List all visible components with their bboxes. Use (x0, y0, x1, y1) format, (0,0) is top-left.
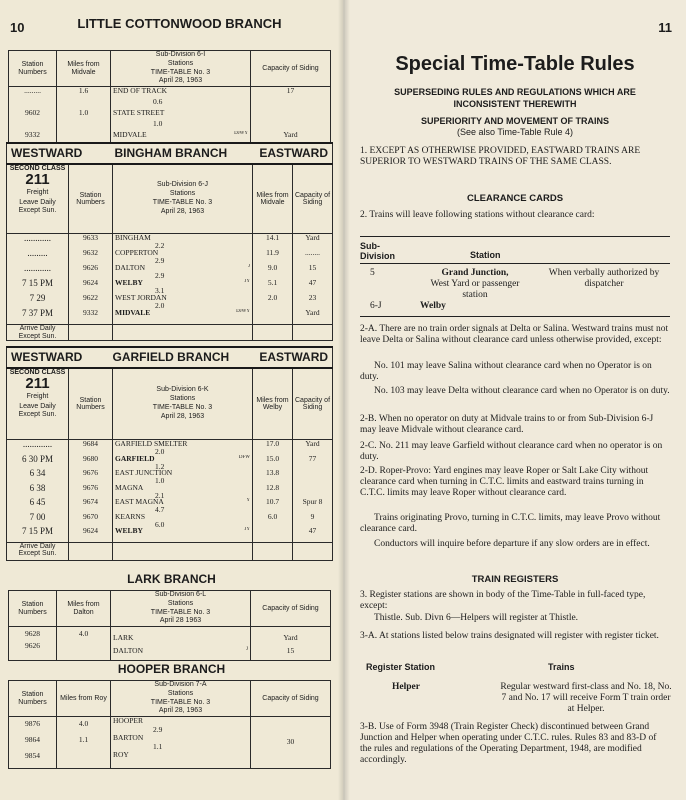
bingham-times: ............ ......... ............ 7 15 PM 7 29 7 37 PM (7, 234, 69, 325)
rule-3a: 3-A. At stations listed below trains designated will register with register ticket. (360, 631, 659, 641)
hooper-stations: HOOPER 2.9 BARTON 1.1 ROY (111, 717, 251, 769)
bingham-station-header: Station Numbers (69, 164, 113, 234)
ct-row2-sub: 6-J (370, 301, 382, 311)
ct-row1-station2: West Yard or passenger station (430, 279, 520, 300)
lc-miles: 1.6 1.0 (57, 87, 111, 143)
rule-2b: 2-B. When no operator on duty at Midvale trains to or from Sub-Division 6-J may leave Midvale without clearance card. (360, 414, 654, 435)
rule-3-1: Thistle. Sub. Divn 6—Helpers will register at Thistle. (374, 613, 579, 623)
lark-capacity-header: Capacity of Siding (251, 591, 331, 627)
hooper-miles-header: Miles from Roy (57, 681, 111, 717)
hooper-capacity: 30 (251, 717, 331, 769)
garfield-train-header: SECOND CLASS 211 Freight Leave Daily Except Sun. (7, 368, 69, 440)
rules-subtitle: SUPERSEDING RULES AND REGULATIONS WHICH ARE INCONSISTENT THEREWITH (394, 87, 636, 109)
hooper-miles: 4.0 1.1 (57, 717, 111, 769)
superiority-note: (See also Time-Table Rule 4) (456, 127, 574, 137)
hooper-subdiv-header: Sub-Division 7-A Stations TIME-TABLE No. 3 April 28, 1963 (111, 681, 251, 717)
lark-subdiv-header: Sub-Division 6-L Stations TIME-TABLE No. 3 April 28 1963 (111, 591, 251, 627)
lark-table (8, 590, 331, 661)
hooper-title: HOOPER BRANCH (117, 662, 226, 676)
rule-2: 2. Trains will leave following stations without clearance card: (360, 210, 595, 220)
lark-numbers: 9628 9626 (9, 627, 57, 661)
lark-miles: 4.0 (57, 627, 111, 661)
lark-capacity: Yard 15 (251, 627, 331, 661)
hooper-table (8, 680, 331, 769)
little-cottonwood-table (8, 50, 331, 143)
garfield-miles: 17.0 15.0 13.8 12.8 10.7 6.0 (253, 440, 293, 543)
register-station-header: Register Station (366, 662, 436, 672)
garfield-arrive: Arrive Daily Except Sun. (7, 542, 69, 560)
ct-row1-note: When verbally authorized by dispatcher (548, 268, 660, 289)
ct-sub-header: Sub-Division (360, 241, 396, 261)
bingham-capacity-header: Capacity of Siding (293, 164, 333, 234)
garfield-capacity-header: Capacity of Siding (293, 368, 333, 440)
page-number-right: 11 (658, 20, 672, 35)
rule-1: 1. EXCEPT AS OTHERWISE PROVIDED, EASTWARD TRAINS ARE SUPERIOR TO WESTWARD TRAINS OF THE SAME CLASS. (360, 146, 641, 167)
clearance-table-rule-top (360, 236, 670, 237)
bingham-title-row: WESTWARD BINGHAM BRANCH EASTWARD (7, 143, 333, 164)
clearance-heading: CLEARANCE CARDS (466, 193, 564, 204)
bingham-stations: BINGHAM 2.2 COPPERTON 2.9 DALTON J 2.9 WELBY JY 3.1 WEST JORDAN 2.0 MIDVALE DJWY (113, 234, 253, 325)
clearance-table-rule-bottom (360, 316, 670, 317)
garfield-times: ............. 6 30 PM 6 34 6 38 6 45 7 00 7 15 PM (7, 440, 69, 543)
rule-2c: 2-C. No. 211 may leave Garfield without clearance card when no operator is on duty. (360, 441, 663, 462)
page-number-left: 10 (10, 20, 25, 35)
register-trains-header: Trains (548, 662, 575, 672)
rule-3b: 3-B. Use of Form 3948 (Train Register Check) discontinued between Grand Junction and Helper when operating under C.T.C. rules. Rules 83 and 83-D of the rules and regulations of the Operating Department, 1948, are modified accordingly. (360, 722, 657, 765)
garfield-title-row: WESTWARD GARFIELD BRANCH EASTWARD (7, 347, 333, 368)
lc-capacity-header: Capacity of Siding (251, 51, 331, 87)
bingham-arrive: Arrive Daily Except Sun. (7, 325, 69, 341)
lark-station-header: Station Numbers (9, 591, 57, 627)
hooper-station-header: Station Numbers (9, 681, 57, 717)
rule-2d: 2-D. Roper-Provo: Yard engines may leave Roper or Salt Lake City without clearance card when turning in C.T.C. limits and eastward trains turning in C.T.C. limits may leave Roper without clearance card. (360, 466, 649, 498)
garfield-miles-header: Miles from Welby (253, 368, 293, 440)
lark-miles-header: Miles from Dalton (57, 591, 111, 627)
garfield-capacity: Yard 77 Spur 8 9 47 (293, 440, 333, 543)
rule-2d-1: Trains originating Provo, turning in C.T.C. limits, may leave Provo without clearance card. (360, 513, 661, 534)
lc-subdiv-header: Sub-Division 6-I Stations TIME-TABLE No. 3 April 28, 1963 (111, 51, 251, 87)
clearance-table-rule-mid (360, 263, 670, 264)
rule-2a: 2-A. There are no train order signals at Delta or Salina. Westward trains must not leave Delta or Salina without clearance card unless otherwise provided, except: (360, 324, 669, 345)
hooper-numbers: 9876 9864 9854 (9, 717, 57, 769)
ct-row1-sub: 5 (370, 268, 375, 278)
registers-heading: TRAIN REGISTERS (471, 574, 559, 585)
lark-stations: LARK DALTON J (111, 627, 251, 661)
rule-2a-2: No. 103 may leave Delta without clearance card when no Operator is on duty. (374, 386, 670, 396)
rules-title: Special Time-Table Rules (395, 53, 635, 75)
bingham-numbers: 9633 9632 9626 9624 9622 9332 (69, 234, 113, 325)
superiority-heading: SUPERIORITY AND MOVEMENT OF TRAINS (420, 116, 609, 126)
rule-3: 3. Register stations are shown in body of the Time-Table in full-faced type, except: (360, 590, 646, 611)
bingham-train-header: SECOND CLASS 211 Freight Leave Daily Except Sun. (7, 164, 69, 234)
bingham-miles: 14.1 11.9 9.0 5.1 2.0 (253, 234, 293, 325)
garfield-subdiv-header: Sub-Division 6-K Stations TIME-TABLE No. 3 April 28, 1963 (113, 368, 253, 440)
register-station-helper: Helper (392, 682, 420, 692)
garfield-table (6, 346, 333, 561)
ct-row1-station: Grand Junction, (441, 268, 509, 278)
bingham-table (6, 142, 333, 341)
lc-miles-header: Miles from Midvale (57, 51, 111, 87)
ct-row2-station: Welby (420, 301, 446, 311)
rule-2a-1: No. 101 may leave Salina without clearance card when no Operator is on duty. (360, 361, 652, 382)
lc-stations: END OF TRACK 0.6 STATE STREET 1.0 MIDVALE DJWY (111, 87, 251, 143)
lc-station-header: Station Numbers (9, 51, 57, 87)
ct-station-header: Station (470, 250, 501, 260)
lc-numbers: ......... 9602 9332 (9, 87, 57, 143)
garfield-station-header: Station Numbers (69, 368, 113, 440)
little-cottonwood-title: LITTLE COTTONWOOD BRANCH (77, 16, 282, 31)
hooper-capacity-header: Capacity of Siding (251, 681, 331, 717)
lc-capacity: 17 Yard (251, 87, 331, 143)
garfield-stations: GARFIELD SMELTER 2.0 GARFIELD DFW 1.2 EAST JUNCTION 1.0 MAGNA 2.1 EAST MAGNA Y 4.7 KEARNS 6.0 WELBY JY (113, 440, 253, 543)
book-gutter (338, 0, 350, 800)
lark-title: LARK BRANCH (127, 572, 216, 586)
rule-2d-2: Conductors will inquire before departure if any slow orders are in effect. (374, 539, 650, 549)
bingham-capacity: Yard ........ 15 47 23 Yard (293, 234, 333, 325)
bingham-subdiv-header: Sub-Division 6-J Stations TIME-TABLE No. 3 April 28, 1963 (113, 164, 253, 234)
garfield-numbers: 9684 9680 9676 9676 9674 9670 9624 (69, 440, 113, 543)
bingham-miles-header: Miles from Midvale (253, 164, 293, 234)
register-trains-text: Regular westward first-class and No. 18, No. 7 and No. 17 will receive Form T train order at Helper. (500, 682, 672, 714)
